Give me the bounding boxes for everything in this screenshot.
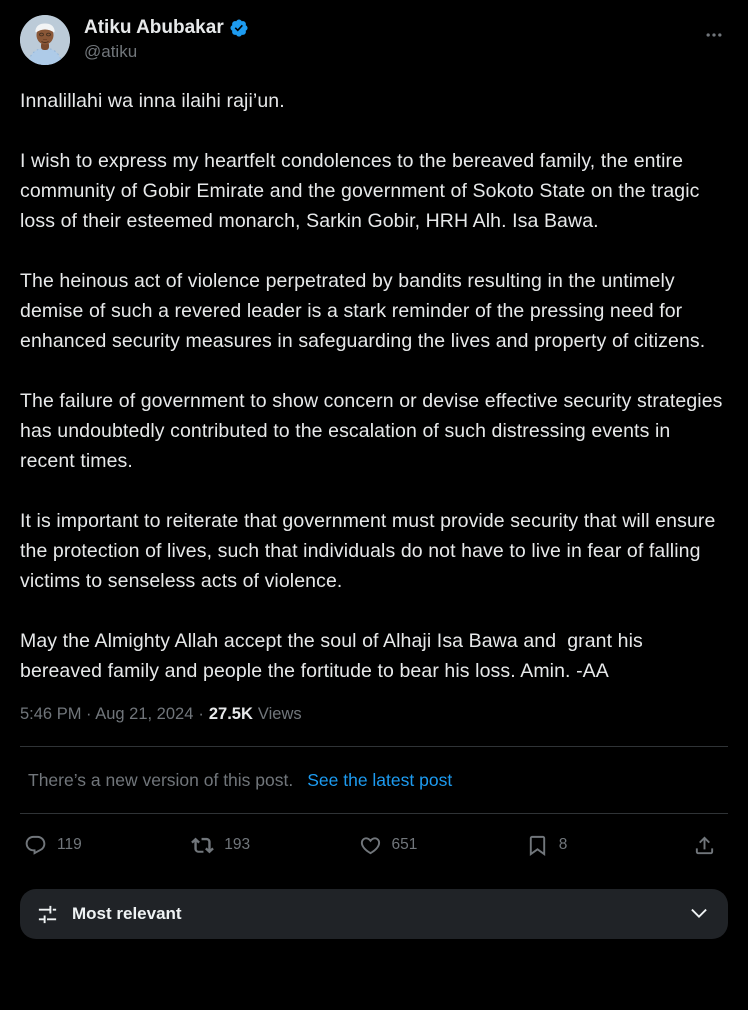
tweet-paragraph: The heinous act of violence perpetrated by bandits resulting in the untimely demise of such a revered leader is a stark reminder of the pressing need for enhanced security measures in safeguarding the lives and property of citizens. [20,270,706,352]
sort-label: Most relevant [72,904,182,923]
tweet-header [20,0,728,65]
tweet-paragraph: It is important to reiterate that government must provide security that will ensure the protection of lives, such that individuals do not have to live in fear of falling victims to senseless acts of violence. [20,510,721,592]
avatar[interactable] [20,15,70,65]
repost-count: 193 [224,836,251,853]
like-count: 651 [391,836,418,853]
reply-count: 119 [57,836,82,853]
like-button[interactable] [359,834,526,857]
like-icon [359,834,382,857]
reply-icon [24,834,47,857]
reply-sort-dropdown[interactable] [20,889,728,939]
notice-message: There’s a new version of this post. [28,770,294,790]
avatar-image [20,15,70,65]
repost-icon [191,834,214,857]
see-latest-post-link[interactable]: See the latest post [307,770,453,790]
bookmark-count: 8 [558,836,568,853]
tweet-paragraph: The failure of government to show concern or devise effective security strategies has undoubtedly contributed to the escalation of such distressing events in recent times. [20,390,729,472]
timestamp: 5:46 PM · Aug 21, 2024 [20,705,194,723]
author-block [84,15,249,63]
tweet-meta [20,703,728,725]
meta-separator: · [198,705,204,723]
more-menu-button[interactable] [700,21,728,49]
verified-badge-icon [229,18,249,38]
tweet-paragraph: Innalillahi wa inna ilaihi raji’un. [20,90,285,112]
share-button[interactable] [693,834,716,857]
more-horizontal-icon [704,25,724,45]
tweet-paragraph: May the Almighty Allah accept the soul of Alhaji Isa Bawa and grant his bereaved family and people the fortitude to bear his loss. Amin. -AA [20,630,649,682]
sort-sliders-icon [36,903,59,926]
chevron-down-icon [688,902,710,927]
bookmark-button[interactable] [526,834,693,857]
repost-button[interactable] [191,834,358,857]
action-bar [20,814,728,876]
bookmark-icon [526,834,549,857]
tweet-text [20,86,728,686]
author-name[interactable]: Atiku Abubakar [84,17,224,38]
reply-button[interactable] [24,834,191,857]
views-count: 27.5K [208,705,253,723]
author-handle[interactable]: @atiku [84,42,138,61]
views-label: Views [257,705,302,723]
tweet-paragraph: I wish to express my heartfelt condolences to the bereaved family, the entire community of Gobir Emirate and the government of Sokoto State on the tragic loss of their esteemed monarch, Sarkin Gobir, HRH Alh. Isa Bawa. [20,150,706,232]
new-version-notice [20,747,728,813]
share-icon [693,834,716,857]
